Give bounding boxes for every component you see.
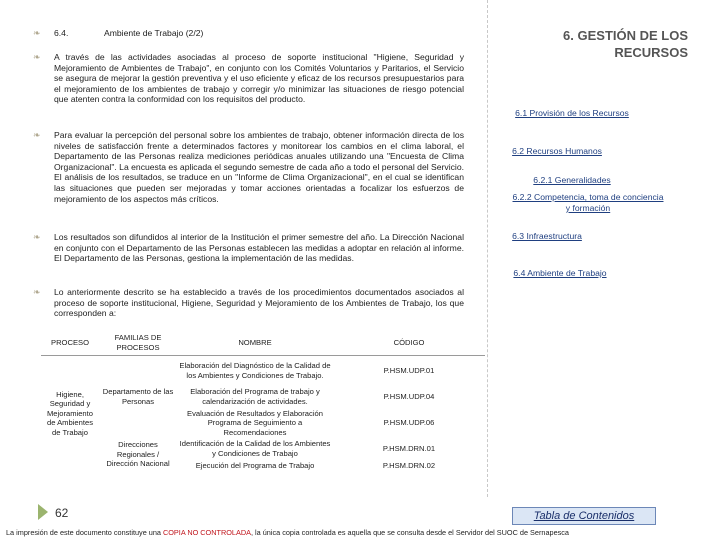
footer-notice <box>6 528 716 537</box>
bullet-icon: ❧ <box>33 232 41 242</box>
footer-post: , la única copia controlada es aquella que se consulta desde el Servidor del SUOC de Sernapesca <box>250 528 569 537</box>
paragraph-3: Los resultados son difundidos al interior de la Institución el primer semestre del año. La Dirección Nacional en conjunto con el Departamento de las Personas establecen las medidas a adoptar en relación al informe. El Departamento de las Personas, gestiona la implementación de las medidas. <box>54 232 464 264</box>
bullet-icon: ❧ <box>33 130 41 140</box>
nombre-cell: Ejecución del Programa de Trabajo <box>195 460 315 470</box>
familia-cell: Direcciones Regionales / Dirección Nacional <box>106 440 170 469</box>
nav-link-ambiente-trabajo[interactable]: 6.4 Ambiente de Trabajo <box>513 268 607 278</box>
bullet-icon: ❧ <box>33 28 41 38</box>
paragraph-1: A través de las actividades asociadas al proceso de soporte institucional "Higiene, Seguridad y Mejoramiento de Ambientes de Trabajo", en conjunto con los Comités Voluntarios y Paritarios, el Servicio se asegura de mejorar la gestión preventiva y el uso eficiente y eficaz de los recursos presupuestarios para el mejoramiento de los ambientes de trabajo y corregir y/o minimizar las situaciones de riesgo potencial que atenten contra la conformidad con los requisitos del producto. <box>54 52 464 105</box>
nombre-cell: Identificación de la Calidad de los Ambientes y Condiciones de Trabajo <box>179 439 331 458</box>
table-row <box>41 356 485 387</box>
header-proceso: PROCESO <box>51 338 89 348</box>
header-codigo: CÓDIGO <box>393 338 425 348</box>
proceso-cell: Higiene, Seguridad y Mejoramiento de Ambientes de Trabajo <box>41 356 99 472</box>
footer-pre: La impresión de este documento constituye una <box>6 528 163 537</box>
nav-link-provision-recursos[interactable]: 6.1 Provisión de los Recursos <box>515 108 629 118</box>
column-divider <box>487 0 488 497</box>
paragraph-4: Lo anteriormente descrito se ha establecido a través de los procedimientos documentados asociados al proceso de soporte institucional, Higiene, Seguridad y Mejoramiento de los Ambientes de Trabajo, los que corresponden a: <box>54 287 464 319</box>
familia-cell: Departamento de las Personas <box>99 356 177 439</box>
header-nombre: NOMBRE <box>238 338 272 348</box>
nombre-cell: Evaluación de Resultados y Elaboración Programa de Seguimiento a Recomendaciones <box>187 408 323 437</box>
codigo-cell: P.HSM.UDP.04 <box>383 392 435 402</box>
paragraph-2: Para evaluar la percepción del personal sobre los ambientes de trabajo, obtener información directa de los niveles de satisfacción frente a determinados factores y monitorear los cambios en el clima laboral, el Departamento de las Personas realiza mediciones periódicas anuales utilizando una "Encuesta de Clima Organizacional". La encuesta es aplicada el segundo semestre de cada año a todo el personal del Servicio. El análisis de los resultados, se traduce en un "Informe de Clima Organizacional", en el cual se identifican las situaciones que pueden ser mejoradas y tomar acciones orientadas a focalizar los esfuerzos de mejoramiento de los aspectos más críticos. <box>54 130 464 204</box>
nav-link-competencia[interactable]: 6.2.2 Competencia, toma de conciencia y formación <box>512 192 664 213</box>
nav-link-infraestructura[interactable]: 6.3 Infraestructura <box>512 231 582 241</box>
header-familias: FAMILIAS DE PROCESOS <box>114 333 162 352</box>
codigo-cell: P.HSM.UDP.06 <box>383 418 435 428</box>
nav-link-generalidades[interactable]: 6.2.1 Generalidades <box>533 175 611 185</box>
table-row <box>41 438 485 460</box>
nombre-cell: Elaboración del Diagnóstico de la Calidad de los Ambientes y Condiciones de Trabajo. <box>177 356 333 387</box>
bullet-icon: ❧ <box>33 287 41 297</box>
codigo-cell: P.HSM.UDP.01 <box>333 356 485 387</box>
section-number: 6.4. <box>54 28 69 38</box>
page-marker-icon <box>38 504 48 520</box>
nav-link-recursos-humanos[interactable]: 6.2 Recursos Humanos <box>512 146 602 156</box>
section-title: Ambiente de Trabajo (2/2) <box>104 28 204 38</box>
footer-highlight: COPIA NO CONTROLADA <box>162 528 251 537</box>
toc-button[interactable]: Tabla de Contenidos <box>512 507 656 525</box>
procedures-table <box>41 331 485 471</box>
page-number: 62 <box>55 506 69 520</box>
codigo-cell: P.HSM.DRN.02 <box>382 460 436 470</box>
nombre-cell: Elaboración del Programa de trabajo y calendarización de actividades. <box>190 387 320 406</box>
bullet-icon: ❧ <box>33 52 41 62</box>
chapter-title: 6. GESTIÓN DE LOS RECURSOS <box>563 28 688 60</box>
codigo-cell: P.HSM.DRN.01 <box>382 444 436 454</box>
